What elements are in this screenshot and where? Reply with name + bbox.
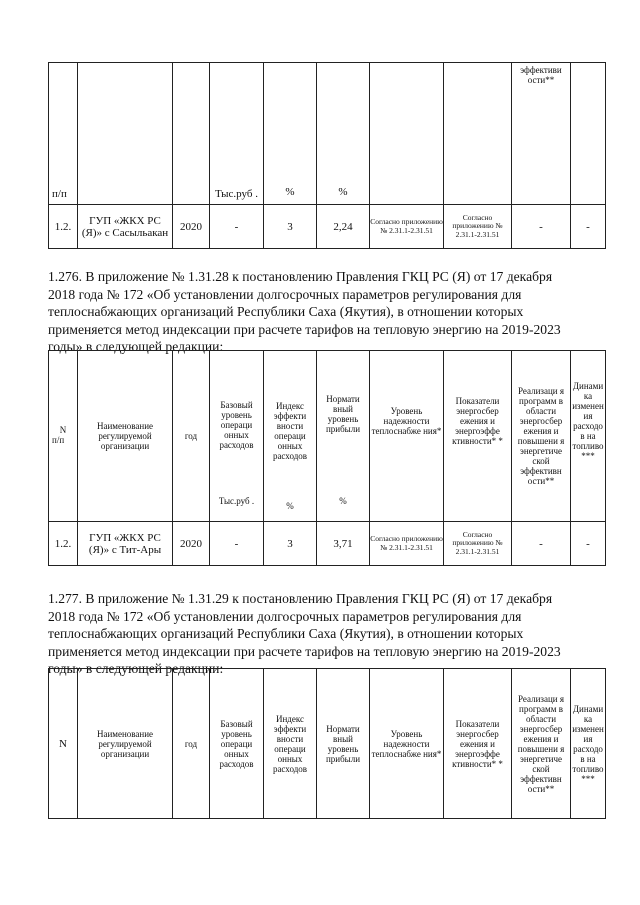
norm-unit-cell: % bbox=[339, 496, 347, 506]
base-unit-cell: Тыс.руб . bbox=[210, 63, 264, 205]
base-value: - bbox=[210, 522, 264, 566]
norm-value: 2,24 bbox=[317, 205, 370, 249]
header-row bbox=[49, 351, 606, 522]
norm-value: 3,71 bbox=[317, 522, 370, 566]
base-unit-cell: Тыс.руб . bbox=[218, 496, 255, 506]
col-reliability-header: Уровень надежности теплоснабже ния* bbox=[370, 351, 444, 522]
col-n-header: N bbox=[49, 669, 78, 819]
efficiency-value: Согласно приложению № 2.31.1-2.31.51 bbox=[444, 522, 512, 566]
col-org-header: Наименование регулируемой организации bbox=[78, 351, 173, 522]
col-index-header: Индекс эффекти вности операци онных расходов bbox=[264, 669, 317, 819]
col-dynamics-header: Динами ка изменен ия расходо в на топливо *** bbox=[571, 669, 606, 819]
col-program-header: Реализаци я программ в области энергосбер ежения и повышени я энергетиче ской эффективн ости** bbox=[512, 351, 571, 522]
index-unit-cell: % bbox=[286, 501, 294, 511]
col-base-header: Базовый уровень операци онных расходов bbox=[219, 400, 254, 450]
col-efficiency-header: Показатели энергосбер ежения и энергоэффе ктивности* * bbox=[444, 351, 512, 522]
reliability-value: Согласно приложению № 2.31.1-2.31.51 bbox=[370, 205, 444, 249]
num-unit-cell: п/п bbox=[49, 63, 78, 205]
org-name: ГУП «ЖКХ РС (Я)» с Тит-Ары bbox=[78, 522, 173, 566]
org-name: ГУП «ЖКХ РС (Я)» с Сасыльакан bbox=[78, 205, 173, 249]
dynamics-value: - bbox=[571, 205, 606, 249]
year-cell: 2020 bbox=[173, 522, 210, 566]
table-3 bbox=[48, 668, 606, 819]
index-value: 3 bbox=[264, 522, 317, 566]
col-org-header: Наименование регулируемой организации bbox=[78, 669, 173, 819]
index-value: 3 bbox=[264, 205, 317, 249]
col-efficiency-header: Показатели энергосбер ежения и энергоэффе ктивности* * bbox=[444, 669, 512, 819]
program-value: - bbox=[512, 522, 571, 566]
table-row bbox=[49, 205, 606, 249]
table-row bbox=[49, 63, 606, 205]
prog-header-tail: эффективи ости** bbox=[512, 63, 571, 205]
col-reliability-header: Уровень надежности теплоснабже ния* bbox=[370, 669, 444, 819]
table-2 bbox=[48, 350, 606, 566]
col-program-header: Реализаци я программ в области энергосбер ежения и повышени я энергетиче ской эффективн ости** bbox=[512, 669, 571, 819]
col-norm-header: Нормати вный уровень прибыли bbox=[325, 394, 361, 434]
program-value: - bbox=[512, 205, 571, 249]
paragraph-1-277: 1.277. В приложение № 1.31.29 к постановлению Правления ГКЦ РС (Я) от 17 декабря 2018 года № 172 «Об установлении долгосрочных параметров регулирования для теплоснабжающих организаций Республики Саха (Якутия), в отношении которых применяется метод индексации при расчете тарифов на тепловую энергию на 2019-2023 годы» в следующей редакции: bbox=[48, 591, 561, 676]
efficiency-value: Согласно приложению № 2.31.1-2.31.51 bbox=[444, 205, 512, 249]
col-year-header: год bbox=[173, 351, 210, 522]
base-value: - bbox=[210, 205, 264, 249]
col-year-header: год bbox=[173, 669, 210, 819]
col-index-header: Индекс эффекти вности операци онных расходов bbox=[272, 401, 308, 461]
reliability-value: Согласно приложению № 2.31.1-2.31.51 bbox=[370, 522, 444, 566]
col-base-header: Базовый уровень операци онных расходов bbox=[210, 669, 264, 819]
col-norm-header: Нормати вный уровень прибыли bbox=[317, 669, 370, 819]
table-1 bbox=[48, 62, 606, 249]
index-unit-cell: % bbox=[264, 63, 317, 205]
row-number: 1.2. bbox=[49, 205, 78, 249]
norm-unit-cell: % bbox=[317, 63, 370, 205]
table-row bbox=[49, 522, 606, 566]
year-cell: 2020 bbox=[173, 205, 210, 249]
paragraph-1-276: 1.276. В приложение № 1.31.28 к постановлению Правления ГКЦ РС (Я) от 17 декабря 2018 года № 172 «Об установлении долгосрочных параметров регулирования для теплоснабжающих организаций Республики Саха (Якутия), в отношении которых применяется метод индексации при расчете тарифов на тепловую энергию на 2019-2023 годы» в следующей редакции: bbox=[48, 269, 561, 354]
row-number: 1.2. bbox=[49, 522, 78, 566]
dynamics-value: - bbox=[571, 522, 606, 566]
num-unit-cell: п/п bbox=[52, 434, 65, 445]
header-row bbox=[49, 669, 606, 819]
col-n-header: N bbox=[59, 424, 67, 435]
col-dynamics-header: Динами ка изменен ия расходо в на топливо *** bbox=[571, 351, 606, 522]
